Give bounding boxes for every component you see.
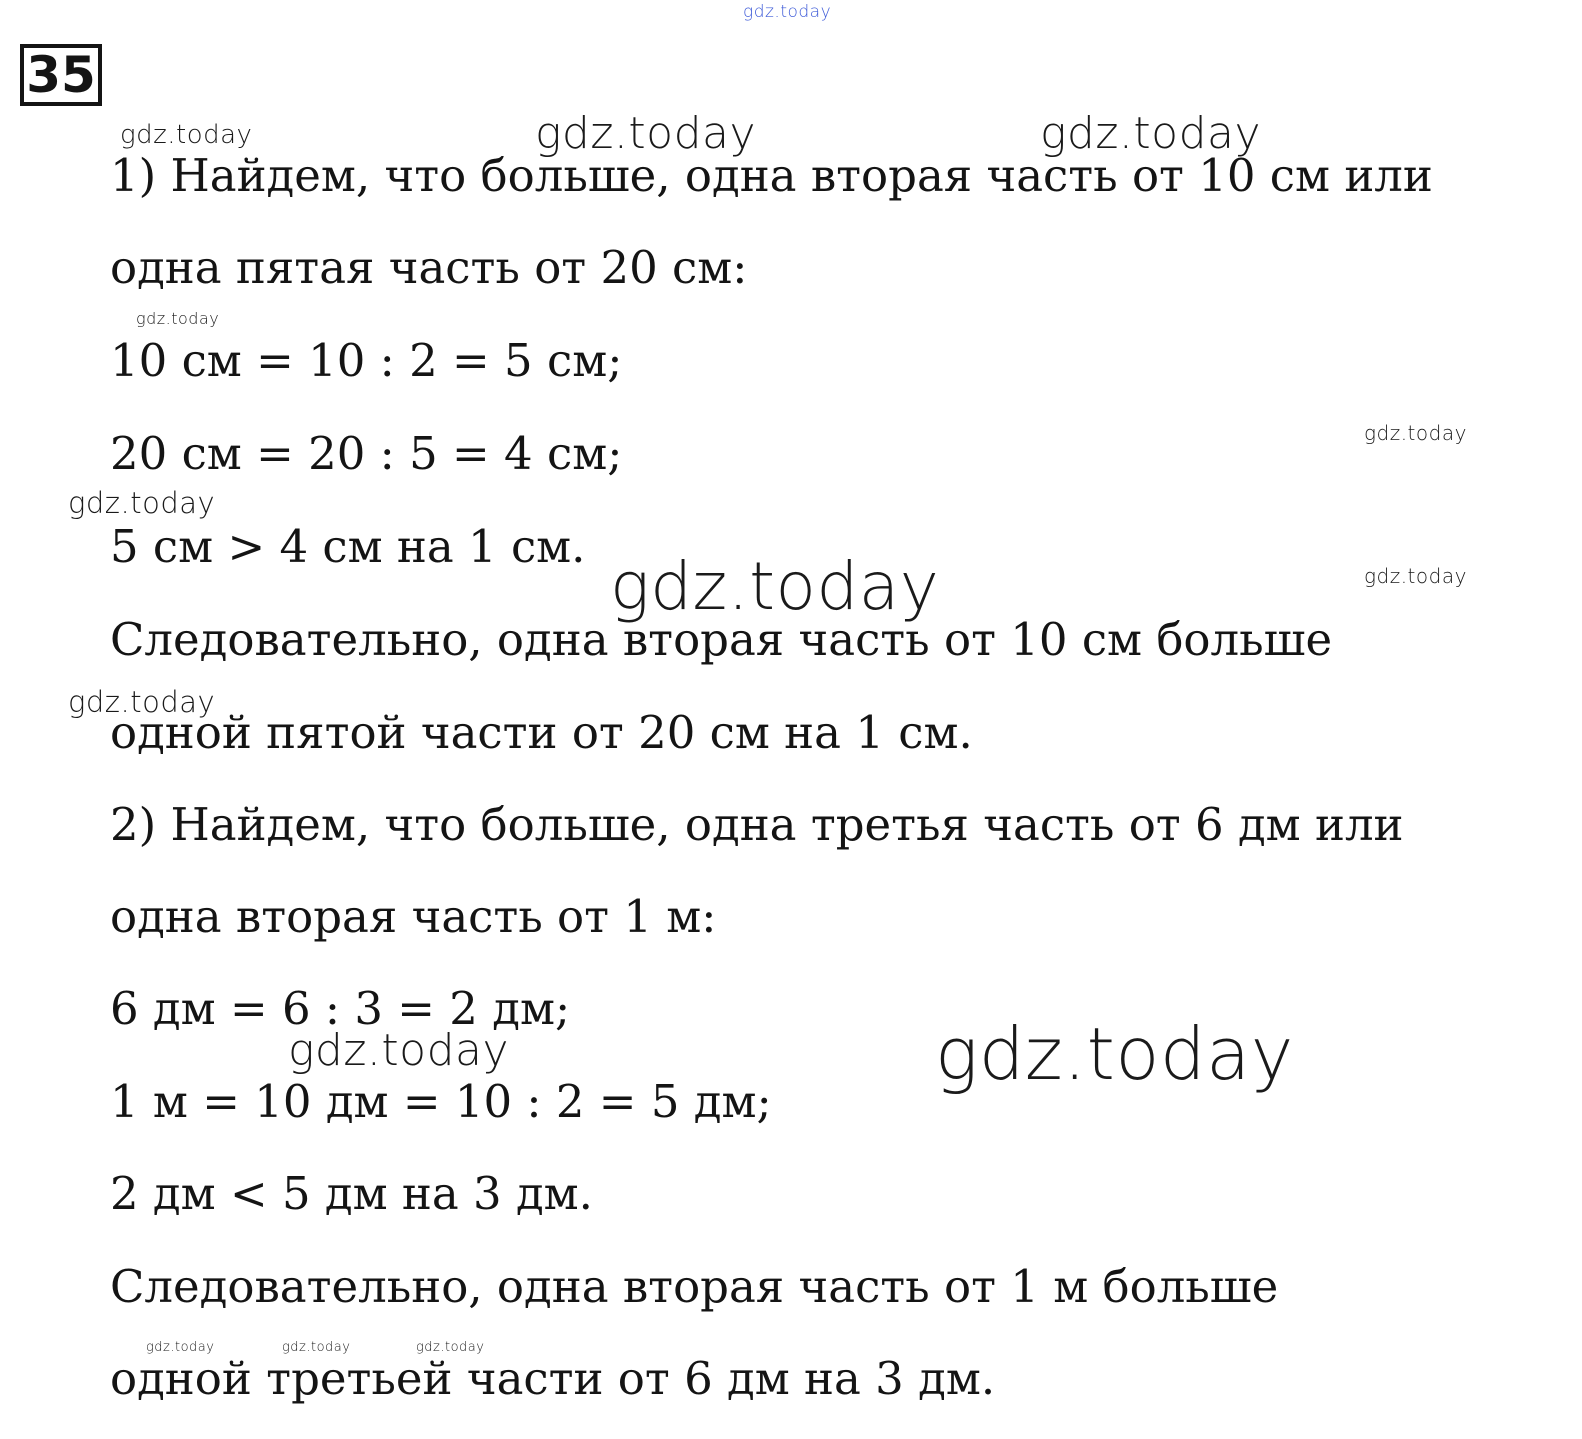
solution-line-8: 2) Найдем, что больше, одна третья часть от 6 дм или [110,798,1404,851]
solution-line-5: 5 см > 4 см на 1 см. [110,520,586,573]
watermark: gdz.today [1040,108,1262,159]
watermark: gdz.today [68,486,216,520]
solution-line-12: 2 дм < 5 дм на 3 дм. [110,1167,593,1220]
watermark: gdz.today [1364,564,1467,588]
watermark: gdz.today [743,2,832,22]
solution-line-6: Следовательно, одна вторая часть от 10 см больше [110,613,1333,666]
task-number: 35 [26,46,96,104]
watermark: gdz.today [146,1340,215,1355]
solution-line-14: одной третьей части от 6 дм на 3 дм. [110,1352,996,1405]
solution-line-13: Следовательно, одна вторая часть от 1 м больше [110,1260,1279,1313]
watermark: gdz.today [1364,421,1467,445]
watermark: gdz.today [282,1340,351,1355]
watermark: gdz.today [416,1340,485,1355]
solution-line-2: одна пятая часть от 20 см: [110,241,748,294]
watermark: gdz.today [935,1012,1294,1096]
watermark: gdz.today [136,309,220,328]
solution-line-10: 6 дм = 6 : 3 = 2 дм; [110,982,571,1035]
watermark: gdz.today [288,1025,510,1076]
watermark: gdz.today [68,685,216,719]
watermark: gdz.today [535,108,757,159]
solution-line-11: 1 м = 10 дм = 10 : 2 = 5 дм; [110,1075,772,1128]
watermark: gdz.today [610,548,940,625]
solution-line-3: 10 см = 10 : 2 = 5 см; [110,334,623,387]
task-number-box [20,44,102,106]
solution-line-9: одна вторая часть от 1 м: [110,890,717,943]
solution-line-7: одной пятой части от 20 см на 1 см. [110,706,973,759]
solution-line-1: 1) Найдем, что больше, одна вторая часть от 10 см или [110,149,1433,202]
solution-line-4: 20 см = 20 : 5 = 4 см; [110,427,623,480]
watermark: gdz.today [120,120,253,150]
